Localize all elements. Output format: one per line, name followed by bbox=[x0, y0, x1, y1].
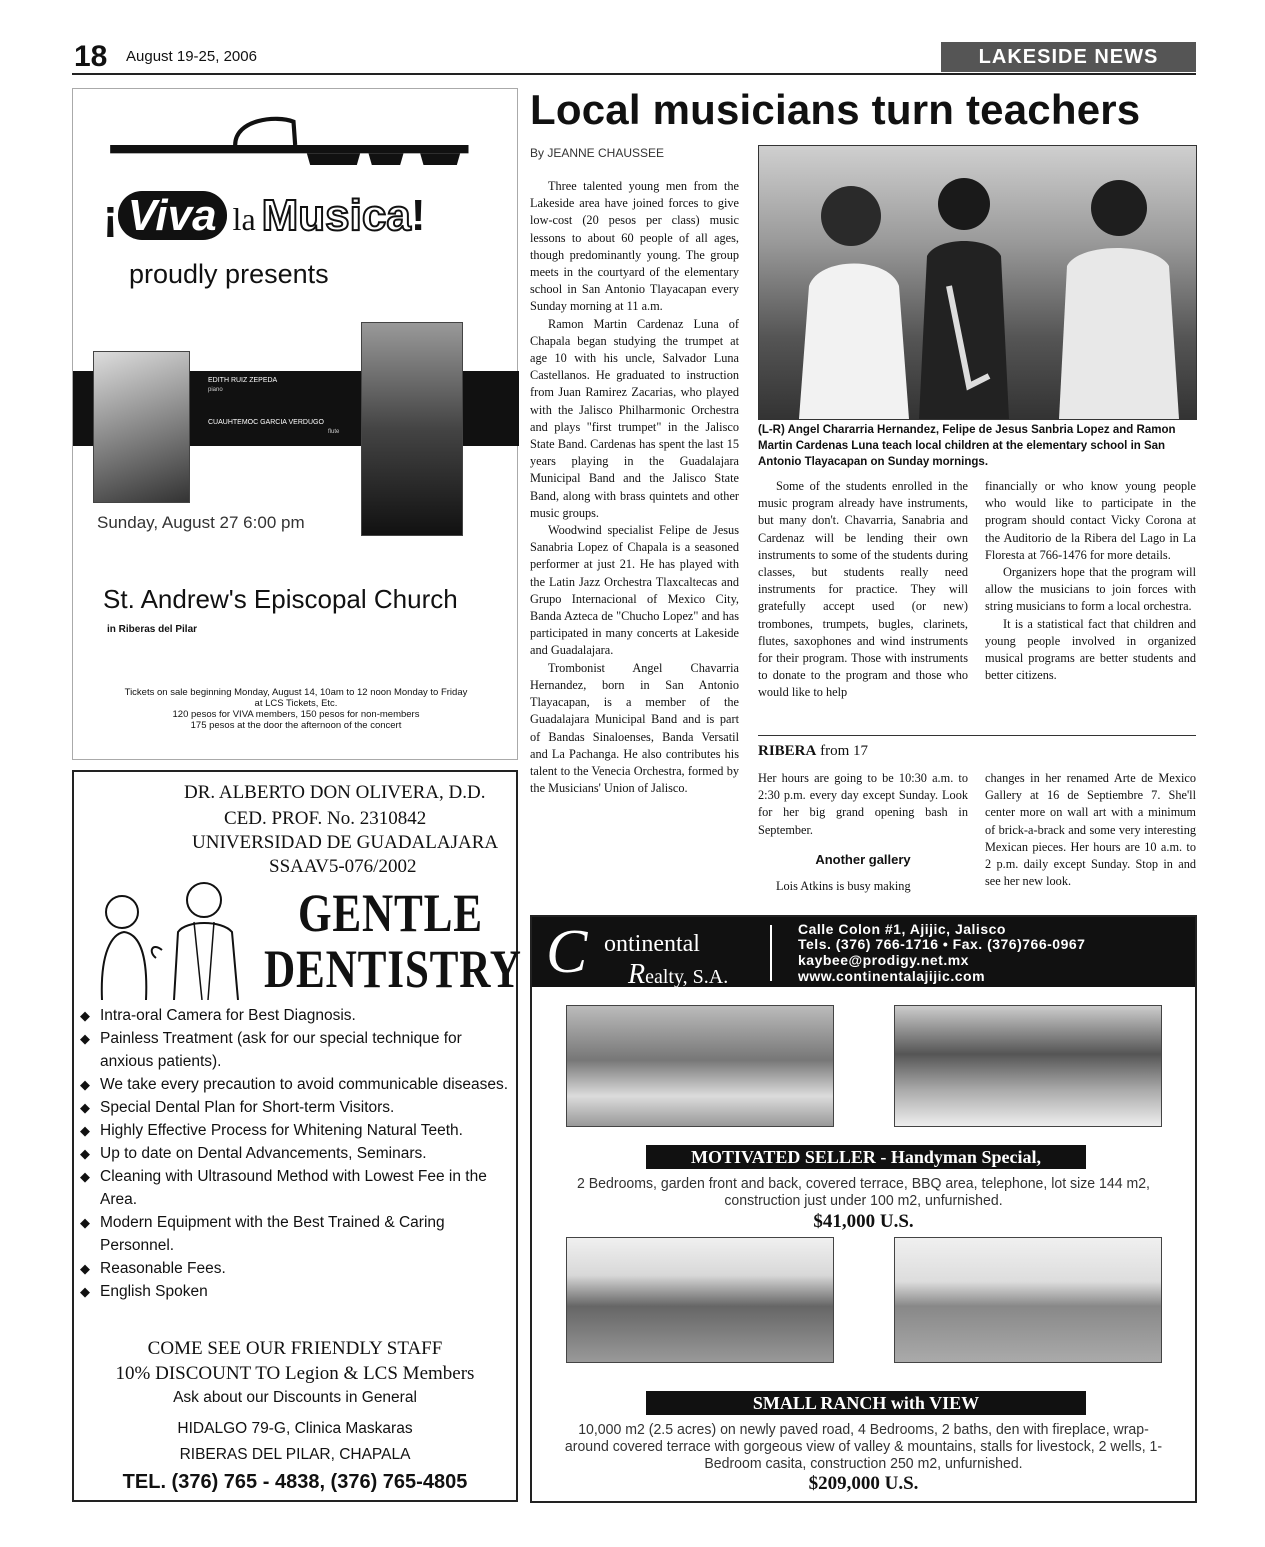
article-paragraph: Trombonist Angel Chavarria Hernandez, born in San Antonio Tlayacapan, is a member of the Guadalajara Municipal Band and is part of Bandas Sinaloenses, Banda Versatil and La Pachanga. He also contributes his talent to the Venecia Orchestra, formed by the Musicians' Union of Jalisco. bbox=[530, 660, 739, 796]
dentist-university: UNIVERSIDAD DE GUADALAJARA bbox=[192, 832, 499, 853]
concert-location: in Riberas del Pilar bbox=[107, 624, 198, 635]
performer2-role: flute bbox=[328, 429, 340, 435]
service-item: ◆ English Spoken bbox=[80, 1280, 510, 1303]
article-paragraph: Some of the students enrolled in the music program already have instruments, but many don't. Chavarria, Sanabria and Cardenaz will be lending their own instruments to some of the students during classes, but students really need instruments for practice. They will gratefully accept used (or new) trombones, trumpets, bugles, clarinets, flutes, saxophones and wind instruments for their program. Those with instruments to donate to the program and those who would like to help bbox=[758, 479, 968, 700]
gentle-dentistry-ad bbox=[72, 770, 522, 1502]
service-item: ◆ Special Dental Plan for Short-term Visitors. bbox=[80, 1096, 510, 1119]
article-column-2 bbox=[758, 478, 968, 702]
listing1-price: $41,000 U.S. bbox=[813, 1211, 914, 1232]
performer1-role: piano bbox=[208, 387, 223, 393]
ranch-photo bbox=[894, 1237, 1162, 1363]
service-item: ◆ Up to date on Dental Advancements, Seminars. bbox=[80, 1142, 510, 1165]
article-paragraph: Three talented young men from the Lakeside area have joined forces to give low-cost (20 pesos per class) music lessons to about 60 people of all ages, though predominantly young. The group meets in the courtyard of the elementary school in San Antonio Tlayacapan every Sunday morning at 11 a.m. bbox=[530, 179, 739, 314]
listing2-description: 10,000 m2 (2.5 acres) on newly paved road, 4 Bedrooms, 2 baths, den with fireplace, wrap-around covered terrace with gorgeous view of valley & mountains, stalls for livestock, 2 wells, 1-Bedroom casita, construction 250 m2, unfurnished. bbox=[564, 1421, 1163, 1472]
ranch-photo bbox=[566, 1237, 834, 1363]
article-paragraph: Organizers hope that the program will allow the musicians to join forces with string musicians to form a local orchestra. bbox=[985, 565, 1196, 614]
realty-logo-rest: ealty, S.A. bbox=[645, 966, 729, 988]
continental-realty-ad bbox=[530, 915, 1197, 1503]
services-list bbox=[80, 1004, 510, 1303]
realty-logo-name2 bbox=[628, 959, 728, 991]
service-item: ◆ Cleaning with Ultrasound Method with Lowest Fee in the Area. bbox=[80, 1165, 510, 1211]
realty-logo-c: C bbox=[546, 918, 588, 986]
article-paragraph: Woodwind specialist Felipe de Jesus Sanabria Lopez of Chapala is a seasoned performer at just 21. He has played with the Latin Jazz Orchestra Tlaxcaltecas and Grupo Internacional of Mexico City, Banda Azteca de "Chucho Lopez" and has participated in many concerts at Lakeside and Guadalajara. bbox=[530, 523, 739, 658]
flutist-photo bbox=[361, 322, 463, 536]
listing1-tag: MOTIVATED SELLER - Handyman Special, bbox=[646, 1145, 1086, 1169]
issue-date: August 19-25, 2006 bbox=[126, 48, 257, 65]
member-discount: 10% DISCOUNT TO Legion & LCS Members bbox=[115, 1363, 475, 1384]
article-headline: Local musicians turn teachers bbox=[530, 86, 1141, 133]
house-photo bbox=[566, 1005, 834, 1127]
service-item: ◆ We take every precaution to avoid communicable diseases. bbox=[80, 1073, 510, 1096]
dentist-ssa: SSAAV5-076/2002 bbox=[269, 856, 417, 877]
performer2-name: CUAUHTEMOC GARCIA VERDUGO bbox=[208, 419, 324, 426]
ticket-line: 175 pesos at the door the afternoon of the concert bbox=[190, 720, 402, 731]
dentist-phone: TEL. (376) 765 - 4838, (376) 765-4805 bbox=[122, 1471, 468, 1493]
jump-heading bbox=[758, 743, 868, 760]
article-column-1 bbox=[530, 178, 739, 797]
listing2-tag: SMALL RANCH with VIEW bbox=[646, 1391, 1086, 1415]
dentist-license: CED. PROF. No. 2310842 bbox=[224, 808, 427, 829]
article-paragraph: Ramon Martin Cardenaz Luna of Chapala began studying the trumpet at age 10 with his uncle, Salvador Luna Castellanos. He graduated to instruction from Juan Ramirez Zacarias, who played with the Jalisco Philharmonic Orchestra and plays "first trumpet" in the Jalisco State Band. Cardenas has spent the last 15 years playing in the Guadalajara Municipal Band and the Jalisco State Band, along with brass quintets and other music groups. bbox=[530, 316, 739, 520]
page-number: 18 bbox=[74, 40, 108, 73]
pianist-photo bbox=[93, 351, 190, 503]
concert-date: Sunday, August 27 6:00 pm bbox=[97, 513, 305, 532]
jump-column-1: Her hours are going to be 10:30 a.m. to 2:30 p.m. every day except Sunday. Look for her big grand opening bash in September. bbox=[758, 771, 968, 837]
dentist-address-line2: RIBERAS DEL PILAR, CHAPALA bbox=[179, 1446, 411, 1463]
realty-divider bbox=[770, 925, 772, 981]
realty-header bbox=[532, 917, 1195, 990]
jump-subheading: Another gallery bbox=[815, 852, 911, 867]
article-paragraph: Lois Atkins is busy making bbox=[776, 879, 911, 893]
ticket-line: at LCS Tickets, Etc. bbox=[254, 698, 338, 709]
ticket-info bbox=[79, 687, 513, 731]
article-paragraph: financially or who know young people who would like to participate in the program should contact Vicky Corona at the Auditorio de la Ribera del Lago in La Floresta at 766-1476 for more details. bbox=[985, 479, 1196, 562]
concert-venue: St. Andrew's Episcopal Church bbox=[103, 584, 458, 614]
service-item: ◆ Intra-oral Camera for Best Diagnosis. bbox=[80, 1004, 510, 1027]
dentist-name: DR. ALBERTO DON OLIVERA, D.D. bbox=[184, 782, 486, 803]
viva-la-musica-ad bbox=[72, 88, 518, 760]
jump-column-2: changes in her renamed Arte de Mexico Gallery at 16 de Septiembre 7. She'll center more on wall art with a minimum of brick-a-brack and some very interesting Mexican pieces. Her hours are 10 a.m. to 2 p.m. daily except Sunday. Stop in and see her new look. bbox=[985, 771, 1196, 889]
photo-caption: (L-R) Angel Chararria Hernandez, Felipe de Jesus Sanbria Lopez and Ramon Martin Cardenas Luna teach local children at the elementary school in San Antonio Tlayacapan on Sunday mornings. bbox=[758, 424, 1176, 468]
header-rule bbox=[72, 73, 1196, 75]
musica-logo-word: Musica bbox=[261, 191, 411, 240]
jump-rule bbox=[758, 735, 1196, 736]
proudly-presents: proudly presents bbox=[129, 259, 329, 289]
house-photo bbox=[894, 1005, 1162, 1127]
discount-note: Ask about our Discounts in General bbox=[173, 1389, 417, 1406]
viva-logo-word: Viva bbox=[118, 191, 227, 240]
service-item: ◆ Highly Effective Process for Whitening Natural Teeth. bbox=[80, 1119, 510, 1142]
article-byline: By JEANNE CHAUSSEE bbox=[530, 146, 665, 160]
gentle-title: GENTLE bbox=[298, 883, 483, 943]
article-paragraph: It is a statistical fact that children and young people involved in organized musical programs are better students and better citizens. bbox=[985, 616, 1196, 683]
la-logo-word: la bbox=[232, 201, 256, 237]
realty-address: Calle Colon #1, Ajijic, Jalisco bbox=[798, 921, 1006, 937]
service-item: ◆ Reasonable Fees. bbox=[80, 1257, 510, 1280]
performer1-name: EDITH RUIZ ZEPEDA bbox=[208, 377, 278, 384]
realty-logo-r: R bbox=[628, 959, 646, 990]
ticket-line: Tickets on sale beginning Monday, August 14, 10am to 12 noon Monday to Friday bbox=[124, 687, 468, 698]
jump-heading-bold: RIBERA bbox=[758, 743, 817, 759]
musicians-silhouette-icon bbox=[759, 146, 1196, 419]
musicians-photo bbox=[758, 145, 1197, 420]
dentist-address-line1: HIDALGO 79-G, Clinica Maskaras bbox=[177, 1420, 413, 1437]
article-column-3 bbox=[985, 478, 1196, 684]
listing2-price: $209,000 U.S. bbox=[808, 1473, 919, 1494]
friendly-staff: COME SEE OUR FRIENDLY STAFF bbox=[147, 1338, 443, 1359]
service-item: ◆ Painless Treatment (ask for our special technique for anxious patients). bbox=[80, 1027, 510, 1073]
realty-logo-name1: ontinental bbox=[604, 931, 700, 957]
realty-website[interactable]: www.continentalajijic.com bbox=[798, 968, 986, 984]
dentist-patient-illustration-icon bbox=[82, 872, 257, 1000]
realty-email[interactable]: kaybee@prodigy.net.mx bbox=[798, 952, 969, 968]
dentistry-title: DENTISTRY bbox=[264, 939, 522, 999]
service-item: ◆ Modern Equipment with the Best Trained & Caring Personnel. bbox=[80, 1211, 510, 1257]
ticket-line: 120 pesos for VIVA members, 150 pesos for non-members bbox=[172, 709, 420, 720]
realty-phones: Tels. (376) 766-1716 • Fax. (376)766-0967 bbox=[798, 936, 1086, 952]
jump-column-1b bbox=[758, 878, 968, 895]
listing1-description: 2 Bedrooms, garden front and back, covered terrace, BBQ area, telephone, lot size 144 m2, construction just under 100 m2, unfurnished. bbox=[577, 1175, 1150, 1209]
section-banner: LAKESIDE NEWS bbox=[941, 42, 1196, 72]
music-note-icon bbox=[73, 115, 519, 165]
viva-la-musica-logo: ¡ Viva la Musica! bbox=[103, 191, 426, 240]
jump-heading-rest: from 17 bbox=[816, 743, 869, 759]
